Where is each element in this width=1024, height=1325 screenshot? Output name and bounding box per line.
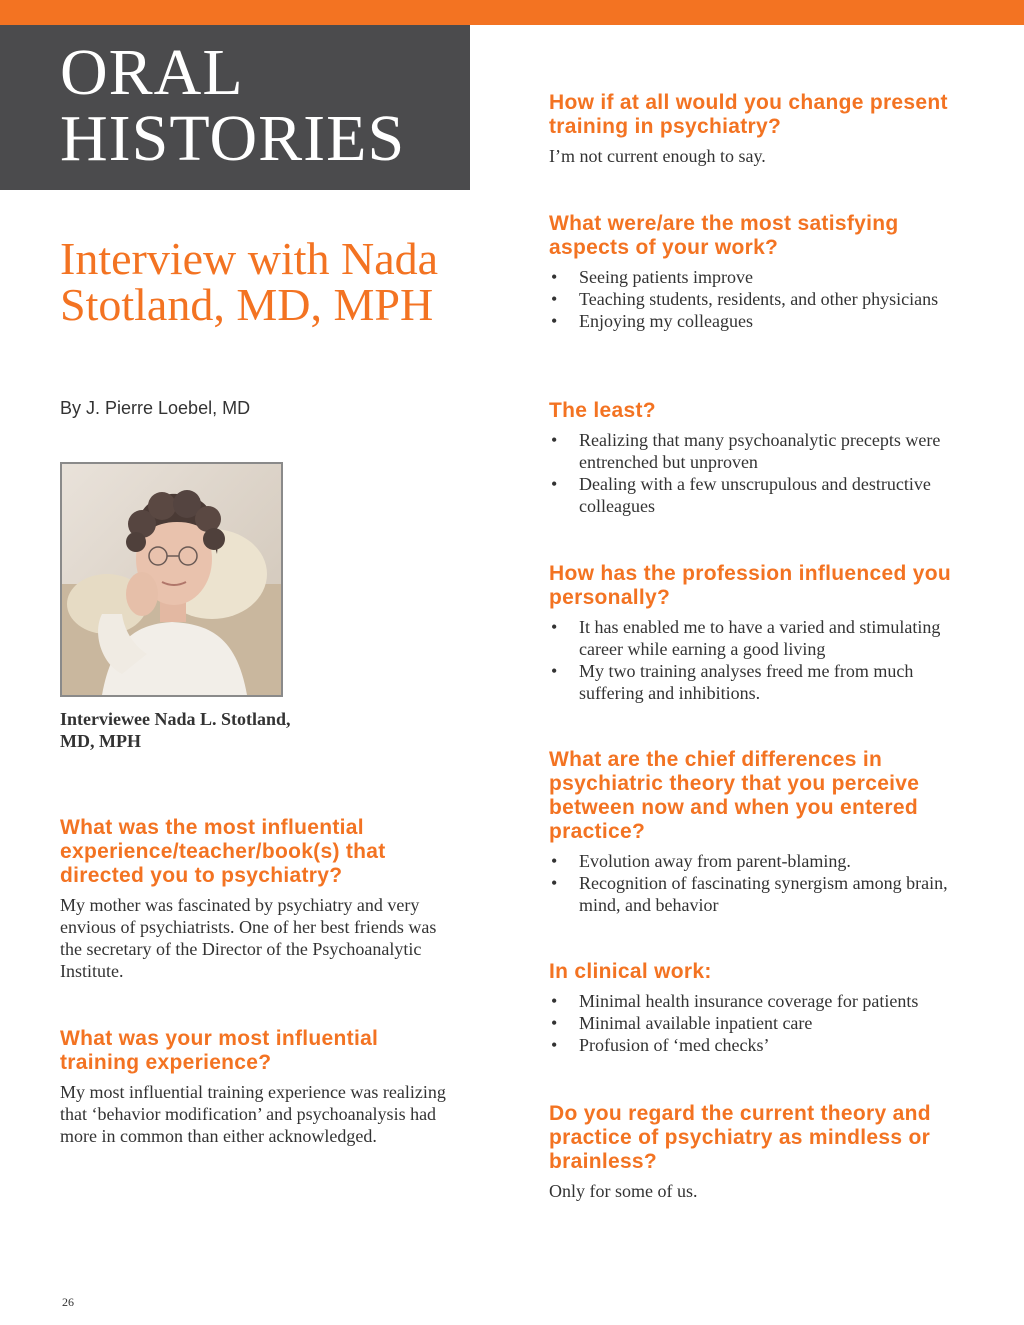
qa-block — [549, 960, 969, 1056]
qa-block — [549, 91, 969, 167]
answer: I’m not current enough to say. — [549, 146, 766, 166]
list-item: • Seeing patients improve — [549, 266, 969, 288]
bullet-list — [549, 266, 969, 332]
list-item: • Realizing that many psychoanalytic precepts were entrenched but unproven — [549, 429, 969, 473]
answer: Only for some of us. — [549, 1181, 698, 1201]
list-item: • Minimal health insurance coverage for patients — [549, 990, 969, 1012]
qa-block — [549, 748, 969, 916]
list-item: • Profusion of ‘med checks’ — [549, 1034, 969, 1056]
question: In clinical work: — [549, 960, 712, 983]
answer: My mother was fascinated by psychiatry and very envious of psychiatrists. One of her best friends was the secretary of the Director of the Psychoanalytic Institute. — [60, 895, 437, 981]
answer: My most influential training experience was realizing that ‘behavior modification’ and psychoanalysis had more in common than either acknowledged. — [60, 1082, 446, 1146]
bullet-list — [549, 990, 969, 1056]
interviewee-photo — [60, 462, 283, 697]
bullet-list — [549, 850, 969, 916]
list-item: • It has enabled me to have a varied and stimulating career while earning a good living — [549, 616, 969, 660]
list-item: • My two training analyses freed me from much suffering and inhibitions. — [549, 660, 969, 704]
bullet-list — [549, 616, 969, 704]
list-item: • Dealing with a few unscrupulous and destructive colleagues — [549, 473, 969, 517]
question: Do you regard the current theory and practice of psychiatry as mindless or brainless? — [549, 1102, 931, 1173]
list-item: • Enjoying my colleagues — [549, 310, 969, 332]
question: What was your most influential training experience? — [60, 1027, 379, 1074]
question: What are the chief differences in psychiatric theory that you perceive between now and when you entered practice? — [549, 748, 920, 843]
qa-block — [549, 1102, 969, 1202]
section-title-line-1: ORAL — [60, 36, 244, 109]
question: What were/are the most satisfying aspects of your work? — [549, 212, 899, 259]
question: How has the profession influenced you personally? — [549, 562, 951, 609]
question: What was the most influential experience/teacher/book(s) that directed you to psychiatry? — [60, 816, 386, 887]
list-item: • Evolution away from parent-blaming. — [549, 850, 969, 872]
photo-caption: Interviewee Nada L. Stotland, MD, MPH — [60, 709, 291, 751]
qa-block — [60, 1027, 460, 1147]
question: The least? — [549, 399, 656, 422]
qa-block — [549, 562, 969, 704]
top-accent-bar — [0, 0, 1024, 25]
section-title-line-2: HISTORIES — [60, 102, 406, 175]
qa-block — [60, 816, 460, 982]
list-item: • Teaching students, residents, and other physicians — [549, 288, 969, 310]
page-number: 26 — [62, 1295, 74, 1309]
section-title — [60, 36, 406, 175]
bullet-list — [549, 429, 969, 517]
article-title: Interview with Nada Stotland, MD, MPH — [60, 233, 439, 330]
qa-block — [549, 399, 969, 517]
list-item: • Minimal available inpatient care — [549, 1012, 969, 1034]
byline: By J. Pierre Loebel, MD — [60, 398, 251, 418]
qa-block — [549, 212, 969, 332]
list-item: • Recognition of fascinating synergism among brain, mind, and behavior — [549, 872, 969, 916]
question: How if at all would you change present training in psychiatry? — [549, 91, 948, 138]
